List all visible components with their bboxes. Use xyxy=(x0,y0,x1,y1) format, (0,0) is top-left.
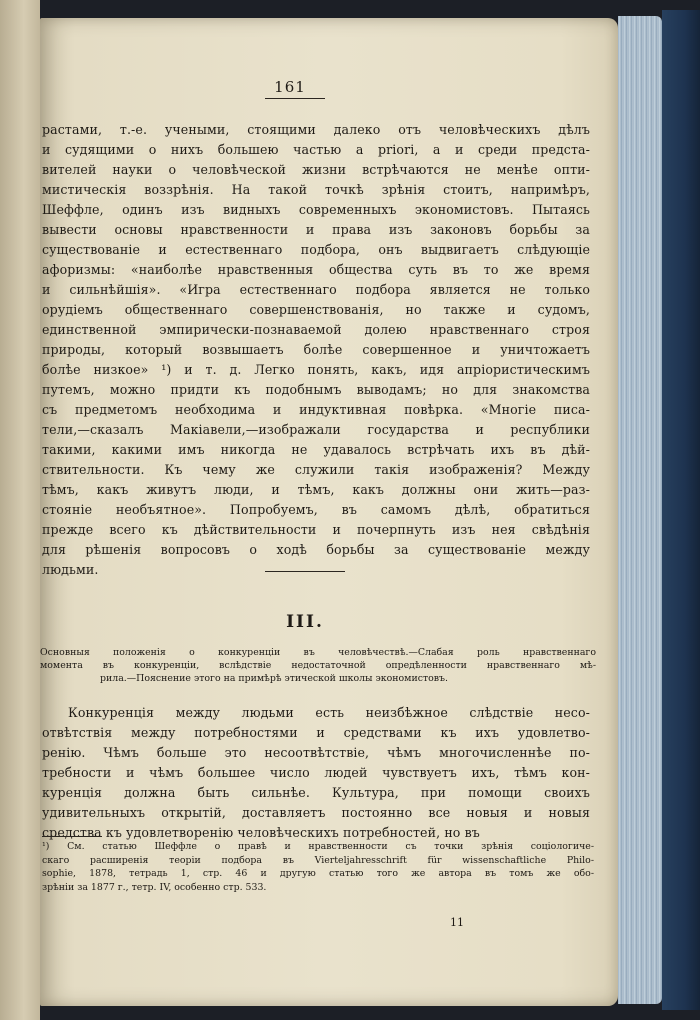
paragraph-2 xyxy=(42,703,590,843)
text-line: орудіемъ общественнаго совершенствованія, но также и судомъ, xyxy=(42,302,590,317)
text-line: людьми. xyxy=(42,562,99,577)
section-summary xyxy=(40,646,596,685)
book-page xyxy=(40,18,618,1006)
text-line: зрѣніи за 1877 г., тетр. IV, особенно стр. 533. xyxy=(42,881,267,893)
text-line: скаго расширенія теоріи подбора въ Vierteljahresschrift für wissenschaftliche Philo- xyxy=(42,854,594,866)
text-line: съ предметомъ необходима и индуктивная повѣрка. «Многіе писа- xyxy=(42,402,590,417)
text-line: момента въ конкуренціи, вслѣдствіе недостаточной опредѣленности нравственнаго мѣ- xyxy=(40,660,596,671)
text-line: ренію. Чѣмъ больше это несоотвѣтствіе, чѣмъ многочисленнѣе по- xyxy=(42,745,590,760)
left-facing-page xyxy=(0,0,40,1020)
section-numeral: III. xyxy=(286,612,324,632)
text-line: для рѣшенія вопросовъ о ходѣ борьбы за существованіе между xyxy=(42,542,590,557)
text-line: тели,—сказалъ Макіавели,—изображали государства и республики xyxy=(42,422,590,437)
header-rule xyxy=(265,98,325,99)
text-line: требности и чѣмъ большее число людей чувствуетъ ихъ, тѣмъ кон- xyxy=(42,765,590,780)
text-line: природы, который возвышаетъ болѣе совершенное и уничтожаетъ xyxy=(42,342,590,357)
text-line: отвѣтствія между потребностями и средствами къ ихъ удовлетво- xyxy=(42,725,590,740)
text-line: существованіе и естественнаго подбора, онъ выдвигаетъ слѣдующіе xyxy=(42,242,590,257)
text-line: афоризмы: «наиболѣе нравственныя общества суть въ то же время xyxy=(42,262,590,277)
section-divider xyxy=(265,571,345,572)
text-line: ¹) См. статью Шеффле о правѣ и нравственности съ точки зрѣнія соціологиче- xyxy=(42,841,594,852)
signature-mark: 11 xyxy=(450,916,464,929)
text-line: тѣмъ, какъ живутъ люди, и тѣмъ, какъ должны они жить—раз- xyxy=(42,482,590,497)
text-line: рила.—Пояснение этого на примѣрѣ этической школы экономистовъ. xyxy=(100,673,448,684)
footnote xyxy=(42,840,594,894)
text-line: Основныя положенія о конкуренціи въ человѣчествѣ.—Слабая роль нравственнаго xyxy=(40,647,596,658)
text-line: прежде всего къ дѣйствительности и почерпнуть изъ нея свѣдѣнія xyxy=(42,522,590,537)
text-line: растами, т.-е. учеными, стоящими далеко отъ человѣческихъ дѣлъ xyxy=(42,122,590,137)
text-line: единственной эмпирически-познаваемой долею нравственнаго строя xyxy=(42,322,590,337)
text-line: вителей науки о человѣческой жизни встрѣчаются не менѣе опти- xyxy=(42,162,590,177)
book-cover-edge xyxy=(662,10,700,1010)
text-line: вывести основы нравственности и права изъ законовъ борьбы за xyxy=(42,222,590,237)
text-line: куренція должна быть сильнѣе. Культура, при помощи своихъ xyxy=(42,785,590,800)
text-line: удивительныхъ открытій, доставляетъ постоянно все новыя и новыя xyxy=(42,805,590,820)
page-block-edges xyxy=(618,16,662,1004)
text-line: ствительности. Къ чему же служили такія изображенія? Между xyxy=(42,462,590,477)
text-line: такими, какими имъ никогда не удавалось встрѣчать ихъ въ дѣй- xyxy=(42,442,590,457)
text-line: Конкуренція между людьми есть неизбѣжное слѣдствіе несо- xyxy=(68,705,590,720)
text-line: болѣе низкое» ¹) и т. д. Легко понять, какъ, идя апріористическимъ xyxy=(42,362,590,377)
text-line: средства къ удовлетворенію человѣческихъ потребностей, но въ xyxy=(42,825,480,840)
text-line: и сильнѣйшія». «Игра естественнаго подбора является не только xyxy=(42,282,590,297)
text-line: стояніе необъятное». Попробуемъ, въ самомъ дѣлѣ, обратиться xyxy=(42,502,590,517)
text-line: и судящими о нихъ большею частью a priori, а и среди предста- xyxy=(42,142,590,157)
text-line: мистическія воззрѣнія. На такой точкѣ зрѣнія стоитъ, напримѣръ, xyxy=(42,182,590,197)
paragraph-1 xyxy=(42,120,590,580)
page-number: 161 xyxy=(274,78,306,96)
footnote-rule xyxy=(42,836,102,837)
text-line: Шеффле, одинъ изъ видныхъ современныхъ экономистовъ. Пытаясь xyxy=(42,202,590,217)
text-line: sophie, 1878, тетрадь 1, стр. 46 и другую статью того же автора въ томъ же обо- xyxy=(42,868,594,879)
text-line: путемъ, можно придти къ подобнымъ выводамъ; но для знакомства xyxy=(42,382,590,397)
